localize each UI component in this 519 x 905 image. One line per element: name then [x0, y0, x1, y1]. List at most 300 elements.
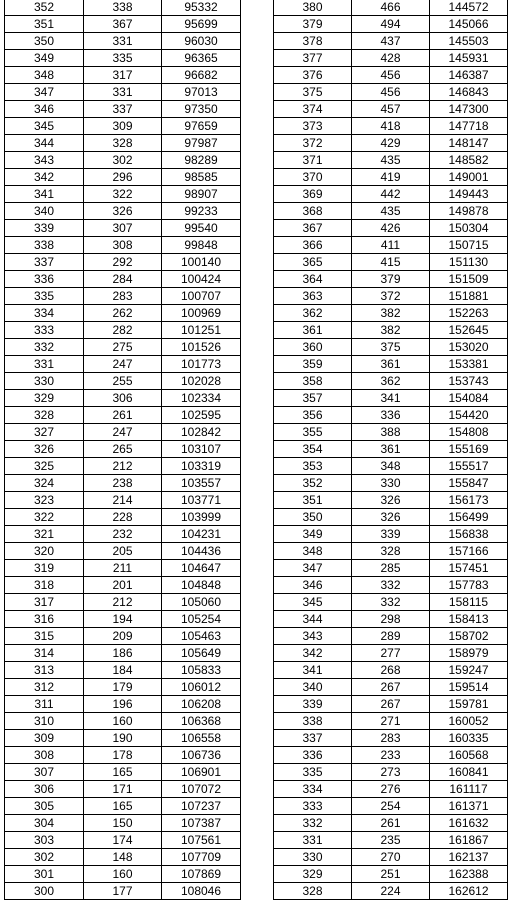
table-row — [274, 628, 508, 645]
count-cell: 418 — [352, 118, 430, 135]
cumulative-cell: 105833 — [162, 662, 241, 679]
table-row — [5, 0, 241, 16]
score-cell: 368 — [274, 203, 352, 220]
count-cell: 251 — [352, 866, 430, 883]
count-cell: 362 — [352, 373, 430, 390]
score-table-left — [4, 0, 241, 900]
score-cell: 315 — [5, 628, 84, 645]
score-cell: 328 — [5, 407, 84, 424]
count-cell: 171 — [84, 781, 162, 798]
count-cell: 160 — [84, 866, 162, 883]
table-row — [5, 764, 241, 781]
cumulative-cell: 103319 — [162, 458, 241, 475]
cumulative-cell: 161117 — [430, 781, 508, 798]
table-row — [274, 67, 508, 84]
score-cell: 360 — [274, 339, 352, 356]
table-row — [274, 543, 508, 560]
table-row — [5, 662, 241, 679]
count-cell: 165 — [84, 798, 162, 815]
score-cell: 340 — [5, 203, 84, 220]
table-row — [274, 798, 508, 815]
score-cell: 346 — [274, 577, 352, 594]
cumulative-cell: 154808 — [430, 424, 508, 441]
cumulative-cell: 156499 — [430, 509, 508, 526]
score-cell: 311 — [5, 696, 84, 713]
table-row — [5, 152, 241, 169]
cumulative-cell: 145503 — [430, 33, 508, 50]
count-cell: 261 — [352, 815, 430, 832]
table-row — [274, 101, 508, 118]
cumulative-cell: 149878 — [430, 203, 508, 220]
score-cell: 329 — [274, 866, 352, 883]
cumulative-cell: 158702 — [430, 628, 508, 645]
cumulative-cell: 96030 — [162, 33, 241, 50]
score-cell: 336 — [274, 747, 352, 764]
table-row — [274, 271, 508, 288]
table-row — [274, 866, 508, 883]
score-cell: 339 — [5, 220, 84, 237]
count-cell: 341 — [352, 390, 430, 407]
table-row — [5, 747, 241, 764]
cumulative-cell: 145066 — [430, 16, 508, 33]
count-cell: 283 — [84, 288, 162, 305]
count-cell: 302 — [84, 152, 162, 169]
count-cell: 456 — [352, 84, 430, 101]
score-cell: 353 — [274, 458, 352, 475]
cumulative-cell: 98289 — [162, 152, 241, 169]
score-cell: 334 — [274, 781, 352, 798]
count-cell: 214 — [84, 492, 162, 509]
count-cell: 148 — [84, 849, 162, 866]
count-cell: 267 — [352, 679, 430, 696]
cumulative-cell: 97350 — [162, 101, 241, 118]
score-cell: 378 — [274, 33, 352, 50]
cumulative-cell: 146843 — [430, 84, 508, 101]
cumulative-cell: 159514 — [430, 679, 508, 696]
cumulative-cell: 150715 — [430, 237, 508, 254]
count-cell: 457 — [352, 101, 430, 118]
table-row — [5, 577, 241, 594]
cumulative-cell: 153381 — [430, 356, 508, 373]
cumulative-cell: 155847 — [430, 475, 508, 492]
cumulative-cell: 95699 — [162, 16, 241, 33]
count-cell: 238 — [84, 475, 162, 492]
score-cell: 301 — [5, 866, 84, 883]
count-cell: 212 — [84, 458, 162, 475]
table-row — [274, 594, 508, 611]
count-cell: 442 — [352, 186, 430, 203]
cumulative-cell: 104647 — [162, 560, 241, 577]
table-row — [5, 203, 241, 220]
cumulative-cell: 160335 — [430, 730, 508, 747]
table-row — [274, 288, 508, 305]
count-cell: 186 — [84, 645, 162, 662]
score-cell: 367 — [274, 220, 352, 237]
count-cell: 331 — [84, 33, 162, 50]
cumulative-cell: 100707 — [162, 288, 241, 305]
cumulative-cell: 101251 — [162, 322, 241, 339]
cumulative-cell: 97013 — [162, 84, 241, 101]
score-cell: 349 — [274, 526, 352, 543]
table-row — [5, 798, 241, 815]
count-cell: 338 — [84, 0, 162, 16]
cumulative-cell: 106736 — [162, 747, 241, 764]
score-cell: 310 — [5, 713, 84, 730]
score-cell: 341 — [274, 662, 352, 679]
score-cell: 376 — [274, 67, 352, 84]
score-cell: 364 — [274, 271, 352, 288]
count-cell: 178 — [84, 747, 162, 764]
cumulative-cell: 158413 — [430, 611, 508, 628]
score-cell: 318 — [5, 577, 84, 594]
count-cell: 298 — [352, 611, 430, 628]
count-cell: 194 — [84, 611, 162, 628]
score-cell: 337 — [274, 730, 352, 747]
cumulative-cell: 148582 — [430, 152, 508, 169]
score-cell: 349 — [5, 50, 84, 67]
count-cell: 292 — [84, 254, 162, 271]
table-row — [5, 883, 241, 900]
cumulative-cell: 149001 — [430, 169, 508, 186]
cumulative-cell: 103107 — [162, 441, 241, 458]
table-row — [5, 713, 241, 730]
table-row — [5, 135, 241, 152]
score-cell: 309 — [5, 730, 84, 747]
score-cell: 306 — [5, 781, 84, 798]
count-cell: 196 — [84, 696, 162, 713]
table-row — [5, 356, 241, 373]
score-cell: 354 — [274, 441, 352, 458]
count-cell: 201 — [84, 577, 162, 594]
cumulative-cell: 107072 — [162, 781, 241, 798]
count-cell: 361 — [352, 441, 430, 458]
cumulative-cell: 147300 — [430, 101, 508, 118]
cumulative-cell: 108046 — [162, 883, 241, 900]
count-cell: 289 — [352, 628, 430, 645]
score-cell: 344 — [5, 135, 84, 152]
cumulative-cell: 104231 — [162, 526, 241, 543]
table-row — [5, 526, 241, 543]
score-cell: 356 — [274, 407, 352, 424]
score-cell: 340 — [274, 679, 352, 696]
cumulative-cell: 159781 — [430, 696, 508, 713]
cumulative-cell: 102334 — [162, 390, 241, 407]
score-cell: 307 — [5, 764, 84, 781]
score-cell: 333 — [274, 798, 352, 815]
cumulative-cell: 150304 — [430, 220, 508, 237]
count-cell: 429 — [352, 135, 430, 152]
table-row — [274, 84, 508, 101]
cumulative-cell: 104436 — [162, 543, 241, 560]
score-cell: 366 — [274, 237, 352, 254]
table-row — [5, 475, 241, 492]
table-row — [5, 560, 241, 577]
count-cell: 382 — [352, 322, 430, 339]
cumulative-cell: 101526 — [162, 339, 241, 356]
score-cell: 377 — [274, 50, 352, 67]
score-cell: 317 — [5, 594, 84, 611]
count-cell: 235 — [352, 832, 430, 849]
table-row — [274, 356, 508, 373]
cumulative-cell: 104848 — [162, 577, 241, 594]
table-row — [274, 0, 508, 16]
table-row — [5, 322, 241, 339]
cumulative-cell: 106901 — [162, 764, 241, 781]
score-cell: 330 — [5, 373, 84, 390]
count-cell: 326 — [352, 509, 430, 526]
cumulative-cell: 156838 — [430, 526, 508, 543]
count-cell: 285 — [352, 560, 430, 577]
table-row — [274, 373, 508, 390]
table-row — [5, 33, 241, 50]
cumulative-cell: 105463 — [162, 628, 241, 645]
cumulative-cell: 106368 — [162, 713, 241, 730]
table-row — [5, 118, 241, 135]
count-cell: 337 — [84, 101, 162, 118]
table-row — [274, 577, 508, 594]
cumulative-cell: 146387 — [430, 67, 508, 84]
cumulative-cell: 101773 — [162, 356, 241, 373]
count-cell: 306 — [84, 390, 162, 407]
table-row — [5, 441, 241, 458]
score-cell: 324 — [5, 475, 84, 492]
count-cell: 494 — [352, 16, 430, 33]
count-cell: 330 — [352, 475, 430, 492]
score-cell: 322 — [5, 509, 84, 526]
score-cell: 331 — [5, 356, 84, 373]
cumulative-cell: 162388 — [430, 866, 508, 883]
cumulative-cell: 158115 — [430, 594, 508, 611]
count-cell: 165 — [84, 764, 162, 781]
count-cell: 331 — [84, 84, 162, 101]
score-cell: 331 — [274, 832, 352, 849]
table-row — [5, 628, 241, 645]
score-cell: 330 — [274, 849, 352, 866]
cumulative-cell: 149443 — [430, 186, 508, 203]
table-row — [5, 305, 241, 322]
cumulative-cell: 152645 — [430, 322, 508, 339]
score-cell: 300 — [5, 883, 84, 900]
count-cell: 466 — [352, 0, 430, 16]
score-cell: 351 — [274, 492, 352, 509]
cumulative-cell: 99848 — [162, 237, 241, 254]
count-cell: 261 — [84, 407, 162, 424]
table-row — [274, 186, 508, 203]
score-cell: 380 — [274, 0, 352, 16]
table-row — [5, 458, 241, 475]
cumulative-cell: 107561 — [162, 832, 241, 849]
score-cell: 347 — [5, 84, 84, 101]
count-cell: 328 — [352, 543, 430, 560]
score-cell: 348 — [274, 543, 352, 560]
count-cell: 382 — [352, 305, 430, 322]
table-row — [5, 611, 241, 628]
table-row — [5, 696, 241, 713]
table-row — [5, 50, 241, 67]
cumulative-cell: 155517 — [430, 458, 508, 475]
cumulative-cell: 105254 — [162, 611, 241, 628]
table-row — [274, 645, 508, 662]
count-cell: 268 — [352, 662, 430, 679]
table-row — [5, 186, 241, 203]
score-cell: 361 — [274, 322, 352, 339]
count-cell: 332 — [352, 594, 430, 611]
count-cell: 179 — [84, 679, 162, 696]
table-row — [274, 815, 508, 832]
count-cell: 267 — [352, 696, 430, 713]
cumulative-cell: 103557 — [162, 475, 241, 492]
score-cell: 342 — [5, 169, 84, 186]
cumulative-cell: 106012 — [162, 679, 241, 696]
count-cell: 212 — [84, 594, 162, 611]
count-cell: 205 — [84, 543, 162, 560]
cumulative-cell: 145931 — [430, 50, 508, 67]
cumulative-cell: 105060 — [162, 594, 241, 611]
cumulative-cell: 97659 — [162, 118, 241, 135]
count-cell: 348 — [352, 458, 430, 475]
cumulative-cell: 107387 — [162, 815, 241, 832]
count-cell: 415 — [352, 254, 430, 271]
cumulative-cell: 106208 — [162, 696, 241, 713]
score-cell: 337 — [5, 254, 84, 271]
count-cell: 284 — [84, 271, 162, 288]
score-cell: 303 — [5, 832, 84, 849]
score-cell: 341 — [5, 186, 84, 203]
count-cell: 317 — [84, 67, 162, 84]
cumulative-cell: 162612 — [430, 883, 508, 900]
cumulative-cell: 152263 — [430, 305, 508, 322]
cumulative-cell: 98907 — [162, 186, 241, 203]
table-row — [274, 16, 508, 33]
cumulative-cell: 102028 — [162, 373, 241, 390]
cumulative-cell: 157166 — [430, 543, 508, 560]
table-row — [274, 849, 508, 866]
table-row — [5, 594, 241, 611]
count-cell: 247 — [84, 424, 162, 441]
cumulative-cell: 155169 — [430, 441, 508, 458]
count-cell: 160 — [84, 713, 162, 730]
cumulative-cell: 159247 — [430, 662, 508, 679]
table-row — [274, 33, 508, 50]
table-row — [274, 747, 508, 764]
count-cell: 372 — [352, 288, 430, 305]
table-row — [5, 67, 241, 84]
table-row — [5, 169, 241, 186]
table-row — [5, 288, 241, 305]
table-row — [5, 220, 241, 237]
count-cell: 184 — [84, 662, 162, 679]
table-row — [274, 764, 508, 781]
count-cell: 276 — [352, 781, 430, 798]
score-cell: 336 — [5, 271, 84, 288]
score-cell: 321 — [5, 526, 84, 543]
cumulative-cell: 99233 — [162, 203, 241, 220]
count-cell: 209 — [84, 628, 162, 645]
table-row — [5, 271, 241, 288]
cumulative-cell: 102842 — [162, 424, 241, 441]
score-cell: 343 — [274, 628, 352, 645]
cumulative-cell: 161371 — [430, 798, 508, 815]
table-row — [274, 679, 508, 696]
cumulative-cell: 160568 — [430, 747, 508, 764]
count-cell: 339 — [352, 526, 430, 543]
score-cell: 362 — [274, 305, 352, 322]
score-cell: 365 — [274, 254, 352, 271]
score-cell: 320 — [5, 543, 84, 560]
table-row — [5, 645, 241, 662]
cumulative-cell: 144572 — [430, 0, 508, 16]
score-cell: 350 — [5, 33, 84, 50]
table-row — [274, 560, 508, 577]
score-cell: 355 — [274, 424, 352, 441]
score-cell: 338 — [274, 713, 352, 730]
cumulative-cell: 98585 — [162, 169, 241, 186]
table-row — [274, 407, 508, 424]
table-row — [5, 509, 241, 526]
score-cell: 308 — [5, 747, 84, 764]
table-row — [5, 101, 241, 118]
cumulative-cell: 157783 — [430, 577, 508, 594]
table-row — [274, 781, 508, 798]
count-cell: 296 — [84, 169, 162, 186]
score-table-right — [273, 0, 508, 900]
table-row — [274, 118, 508, 135]
count-cell: 271 — [352, 713, 430, 730]
count-cell: 233 — [352, 747, 430, 764]
score-cell: 342 — [274, 645, 352, 662]
score-cell: 326 — [5, 441, 84, 458]
score-cell: 327 — [5, 424, 84, 441]
count-cell: 456 — [352, 67, 430, 84]
count-cell: 177 — [84, 883, 162, 900]
score-cell: 338 — [5, 237, 84, 254]
table-row — [5, 815, 241, 832]
table-row — [274, 492, 508, 509]
count-cell: 307 — [84, 220, 162, 237]
count-cell: 224 — [352, 883, 430, 900]
table-row — [5, 730, 241, 747]
cumulative-cell: 151881 — [430, 288, 508, 305]
score-cell: 347 — [274, 560, 352, 577]
cumulative-cell: 158979 — [430, 645, 508, 662]
count-cell: 150 — [84, 815, 162, 832]
score-cell: 312 — [5, 679, 84, 696]
count-cell: 328 — [84, 135, 162, 152]
cumulative-cell: 99540 — [162, 220, 241, 237]
table-row — [274, 203, 508, 220]
cumulative-cell: 157451 — [430, 560, 508, 577]
table-row — [5, 866, 241, 883]
table-row — [5, 339, 241, 356]
cumulative-cell: 100140 — [162, 254, 241, 271]
count-cell: 361 — [352, 356, 430, 373]
table-row — [274, 152, 508, 169]
score-cell: 343 — [5, 152, 84, 169]
score-cell: 375 — [274, 84, 352, 101]
cumulative-cell: 151509 — [430, 271, 508, 288]
cumulative-cell: 107237 — [162, 798, 241, 815]
count-cell: 265 — [84, 441, 162, 458]
table-row — [274, 339, 508, 356]
cumulative-cell: 153743 — [430, 373, 508, 390]
cumulative-cell: 96682 — [162, 67, 241, 84]
count-cell: 332 — [352, 577, 430, 594]
count-cell: 435 — [352, 203, 430, 220]
table-row — [274, 713, 508, 730]
cumulative-cell: 162137 — [430, 849, 508, 866]
count-cell: 228 — [84, 509, 162, 526]
score-cell: 332 — [5, 339, 84, 356]
